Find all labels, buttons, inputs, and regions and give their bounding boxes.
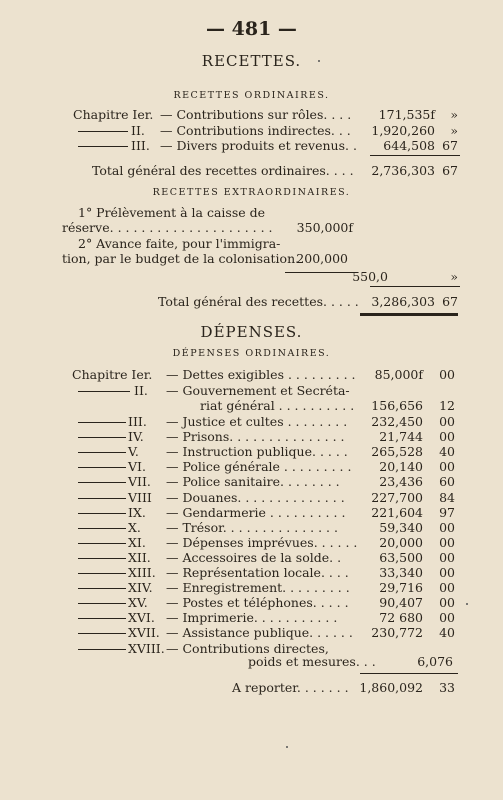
- row-amount: 59,340: [379, 519, 423, 535]
- depenses-title: DÉPENSES.: [200, 323, 303, 341]
- sum-rule: [285, 272, 355, 273]
- row-amount: 20,140: [379, 459, 423, 475]
- row-label: — Enregistrement. . . . . . . . .: [166, 580, 350, 596]
- row-amount: 29,716: [379, 580, 423, 596]
- chapter-label: V.: [128, 444, 139, 460]
- row-cents: 00: [439, 429, 455, 445]
- row-label: — Divers produits et revenus. .: [160, 138, 357, 153]
- row-amount: 156,656: [371, 398, 423, 413]
- speck: [318, 60, 320, 62]
- row-cents: 40: [439, 625, 455, 641]
- total-ordinaires-amount: 2,736,303: [371, 163, 435, 178]
- dash-rule: [78, 573, 126, 574]
- item-text: 1° Prélèvement à la caisse de: [78, 205, 266, 220]
- row-amount: 90,407: [379, 595, 423, 611]
- sum-rule: [360, 673, 458, 674]
- dash-rule: [78, 467, 126, 468]
- subtotal-amount: 550,0: [352, 269, 388, 284]
- row-cents: 60: [439, 474, 455, 490]
- row-label: poids et mesures. . .: [248, 654, 376, 669]
- row-label: — Gendarmerie . . . . . . . . . .: [166, 504, 346, 520]
- row-amount: 23,436: [379, 474, 423, 490]
- dash-rule: [78, 558, 126, 559]
- dash-rule: [78, 513, 126, 514]
- dash-rule: [78, 131, 128, 132]
- row-label: — Gouvernement et Secréta-: [166, 383, 350, 398]
- row-label: — Représentation locale. . . .: [166, 565, 349, 580]
- row-label: — Contributions sur rôles. . . .: [160, 107, 352, 122]
- sum-rule: [370, 286, 460, 287]
- chapter-label: IX.: [128, 504, 146, 520]
- row-cents: 00: [439, 367, 455, 382]
- row-cents: 12: [439, 398, 455, 413]
- row-label: — Trésor. . . . . . . . . . . . . . .: [166, 519, 338, 535]
- chapter-label: III.: [131, 138, 150, 153]
- row-amount: 85,000f: [374, 367, 423, 382]
- chapter-label: Chapitre Ier.: [72, 367, 153, 382]
- dash-rule: [78, 543, 126, 544]
- row-cents: 00: [439, 414, 455, 429]
- row-label: — Assistance publique. . . . . .: [166, 625, 353, 641]
- row-amount: 21,744: [379, 429, 423, 445]
- dash-rule: [78, 528, 126, 529]
- chapter-label: II.: [131, 123, 145, 138]
- row-amount: 232,450: [371, 414, 423, 429]
- grand-total-cents: 67: [442, 294, 458, 309]
- chapter-label: II.: [134, 383, 148, 398]
- row-cents: 40: [439, 444, 455, 460]
- double-rule: [360, 313, 458, 316]
- row-amount: 63,500: [379, 549, 423, 565]
- chapter-label: XII.: [128, 549, 151, 565]
- row-amount: 171,535f: [378, 107, 435, 122]
- row-cents: 84: [439, 489, 455, 505]
- report-amount: 1,860,092: [359, 680, 423, 695]
- row-amount: 230,772: [371, 625, 423, 641]
- row-amount: 221,604: [371, 504, 423, 520]
- row-cents: 97: [439, 504, 455, 520]
- row-mark: »: [450, 123, 458, 138]
- speck: [286, 746, 288, 748]
- dash-rule: [78, 603, 126, 604]
- row-amount: 33,340: [379, 565, 423, 580]
- grand-total-amount: 3,286,303: [371, 294, 435, 309]
- row-label: — Douanes. . . . . . . . . . . . . .: [166, 489, 345, 505]
- subtotal-mark: »: [450, 269, 458, 284]
- chapter-label: XVI.: [128, 610, 155, 626]
- item-text: 2° Avance faite, pour l'immigra-: [78, 236, 281, 251]
- recettes-ordinaires-heading: RECETTES ORDINAIRES.: [173, 90, 330, 101]
- item-text: tion, par le budget de la colonisation.: [62, 251, 300, 266]
- row-amount: 644,508: [383, 138, 435, 153]
- total-ordinaires-label: Total général des recettes ordinaires. . . .: [92, 163, 354, 178]
- row-amount: 227,700: [371, 489, 423, 505]
- total-ordinaires-cents: 67: [442, 163, 458, 178]
- chapter-label: VII.: [128, 474, 151, 490]
- row-mark: »: [450, 107, 458, 122]
- row-amount: 1,920,260: [371, 123, 435, 138]
- dash-rule: [78, 422, 126, 423]
- row-label: — Police sanitaire. . . . . . . .: [166, 474, 340, 490]
- chapter-label: XVII.: [128, 625, 160, 641]
- sum-rule: [370, 155, 460, 156]
- row-amount: 20,000: [379, 534, 423, 550]
- row-label: — Instruction publique. . . . .: [166, 444, 348, 460]
- chapter-label: XVIII.: [128, 640, 165, 656]
- row-cents: 00: [439, 580, 455, 596]
- row-cents: 00: [439, 459, 455, 475]
- dash-rule: [78, 498, 126, 499]
- chapter-label: IV.: [128, 429, 144, 445]
- chapter-label: XIII.: [128, 565, 156, 580]
- row-label: — Dettes exigibles . . . . . . . . .: [166, 367, 356, 382]
- recettes-title: RECETTES.: [201, 52, 302, 70]
- chapter-label: XV.: [128, 595, 148, 611]
- recettes-extraordinaires-heading: RECETTES EXTRAORDINAIRES.: [152, 187, 351, 198]
- dash-rule: [78, 649, 126, 650]
- report-label: A reporter. . . . . . .: [232, 680, 349, 695]
- chapter-label: VI.: [128, 459, 146, 475]
- row-label: — Contributions indirectes. . .: [160, 123, 351, 138]
- row-amount: 6,076: [417, 654, 453, 669]
- chapter-label: X.: [128, 519, 141, 535]
- item-text: réserve. . . . . . . . . . . . . . . . . . . . .: [62, 220, 273, 235]
- dash-rule: [78, 588, 126, 589]
- chapter-label: III.: [128, 414, 147, 429]
- row-amount: 72 680: [379, 610, 423, 626]
- row-label: — Justice et cultes . . . . . . . .: [166, 414, 348, 429]
- item-amount: 200,000: [296, 251, 348, 266]
- dash-rule: [78, 633, 126, 634]
- row-label: riat général . . . . . . . . . .: [200, 398, 355, 413]
- chapter-label: VIII: [128, 489, 152, 505]
- row-cents: 00: [439, 519, 455, 535]
- row-label: — Police générale . . . . . . . . .: [166, 459, 352, 475]
- chapter-label: XIV.: [128, 580, 153, 596]
- dash-rule: [78, 146, 128, 147]
- chapter-label: Chapitre Ier.: [73, 107, 154, 122]
- row-cents: 00: [439, 534, 455, 550]
- row-label: — Prisons. . . . . . . . . . . . . . .: [166, 429, 345, 445]
- dash-rule: [78, 437, 126, 438]
- row-label: — Contributions directes,: [166, 640, 329, 656]
- chapter-label: XI.: [128, 534, 146, 550]
- item-amount: 350,000f: [296, 220, 353, 235]
- row-cents: 00: [439, 595, 455, 611]
- row-cents: 00: [439, 565, 455, 580]
- page-number: — 481 —: [206, 18, 297, 40]
- depenses-ordinaires-heading: DÉPENSES ORDINAIRES.: [172, 348, 331, 359]
- row-label: — Accessoires de la solde. .: [166, 549, 342, 565]
- report-cents: 33: [439, 680, 455, 695]
- row-cents: 00: [439, 549, 455, 565]
- row-label: — Dépenses imprévues. . . . . .: [166, 534, 358, 550]
- dash-rule: [78, 618, 126, 619]
- row-label: — Postes et téléphones. . . . .: [166, 595, 349, 611]
- dash-rule: [78, 452, 126, 453]
- row-amount: 265,528: [371, 444, 423, 460]
- speck: [466, 603, 468, 605]
- dash-rule: [78, 482, 126, 483]
- grand-total-label: Total général des recettes. . . . .: [158, 294, 359, 309]
- row-mark: 67: [442, 138, 458, 153]
- row-cents: 00: [439, 610, 455, 626]
- row-label: — Imprimerie. . . . . . . . . . .: [166, 610, 338, 626]
- dash-rule: [78, 391, 130, 392]
